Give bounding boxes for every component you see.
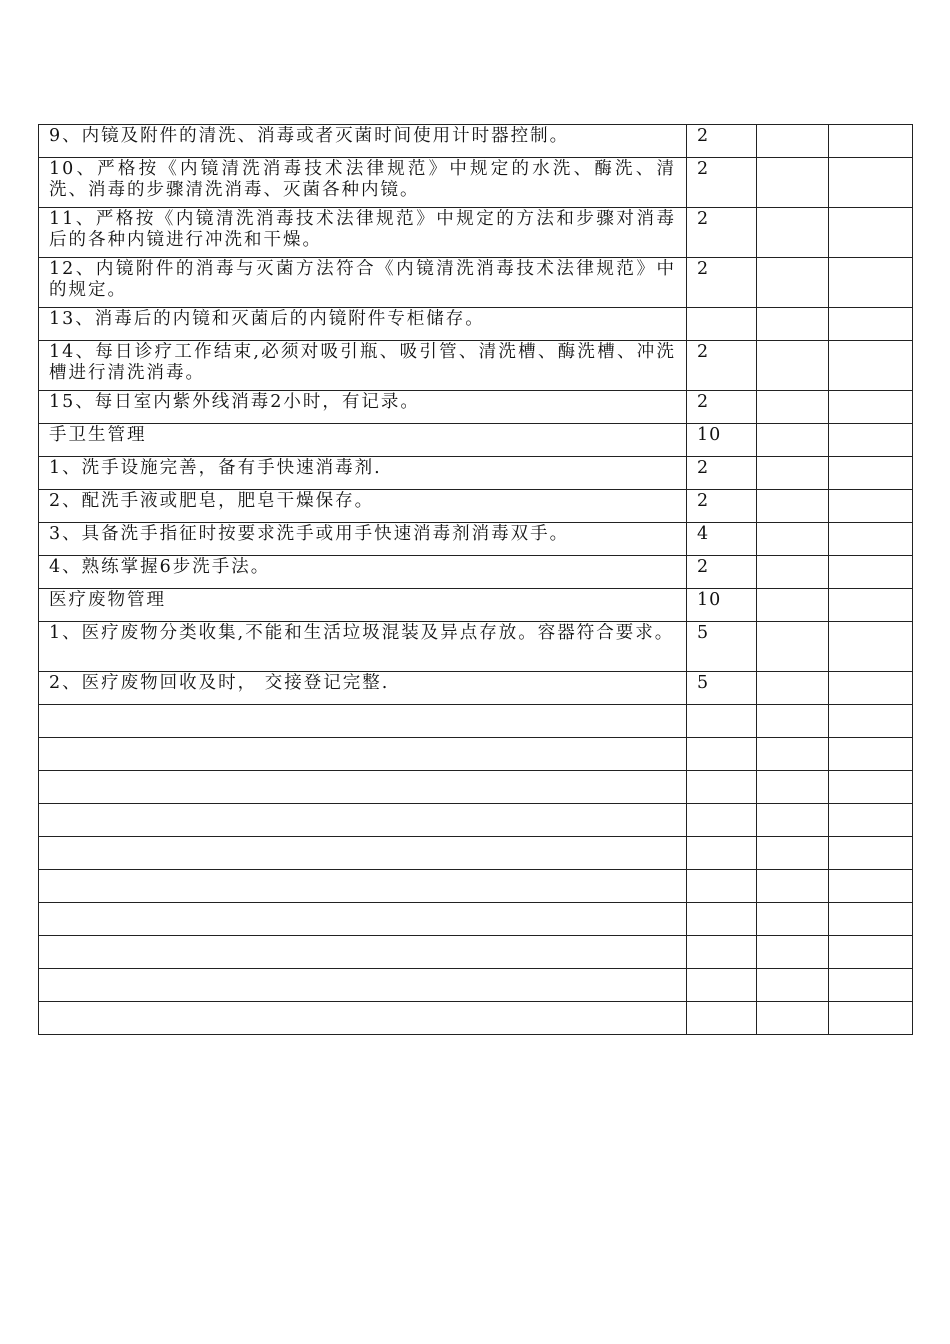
blank-cell [687, 969, 757, 1002]
item-text: 2、医疗废物回收及时， 交接登记完整. [39, 672, 687, 705]
item-text: 1、洗手设施完善，备有手快速消毒剂. [39, 457, 687, 490]
blank-cell [39, 771, 687, 804]
item-text: 11、严格按《内镜清洗消毒技术法律规范》中规定的方法和步骤对消毒后的各种内镜进行冲洗和干燥。 [39, 208, 687, 258]
blank-cell [757, 391, 829, 424]
blank-cell [757, 208, 829, 258]
blank-cell [829, 125, 913, 158]
blank-cell [757, 490, 829, 523]
empty-row [39, 738, 913, 771]
table-row [39, 125, 913, 158]
table-row [39, 523, 913, 556]
section-title: 手卫生管理 [39, 424, 687, 457]
blank-cell [829, 705, 913, 738]
blank-cell [829, 556, 913, 589]
blank-cell [829, 391, 913, 424]
blank-cell [829, 771, 913, 804]
table-row [39, 457, 913, 490]
blank-cell [757, 1002, 829, 1035]
blank-cell [757, 308, 829, 341]
blank-cell [687, 870, 757, 903]
blank-cell [757, 341, 829, 391]
blank-cell [757, 589, 829, 622]
item-text: 3、具备洗手指征时按要求洗手或用手快速消毒剂消毒双手。 [39, 523, 687, 556]
blank-cell [757, 125, 829, 158]
score-cell: 2 [687, 556, 757, 589]
table-row [39, 556, 913, 589]
table-row [39, 672, 913, 705]
item-text: 4、熟练掌握6步洗手法。 [39, 556, 687, 589]
empty-row [39, 936, 913, 969]
blank-cell [829, 969, 913, 1002]
blank-cell [39, 870, 687, 903]
blank-cell [829, 457, 913, 490]
empty-row [39, 837, 913, 870]
section-header-row [39, 589, 913, 622]
blank-cell [829, 158, 913, 208]
item-text: 13、消毒后的内镜和灭菌后的内镜附件专柜储存。 [39, 308, 687, 341]
table-row [39, 391, 913, 424]
blank-cell [687, 738, 757, 771]
inspection-table [38, 124, 913, 1035]
blank-cell [829, 308, 913, 341]
section-title: 医疗废物管理 [39, 589, 687, 622]
empty-row [39, 969, 913, 1002]
blank-cell [829, 903, 913, 936]
blank-cell [687, 705, 757, 738]
blank-cell [757, 837, 829, 870]
blank-cell [757, 622, 829, 672]
blank-cell [757, 804, 829, 837]
section-header-row [39, 424, 913, 457]
empty-row [39, 1002, 913, 1035]
blank-cell [39, 837, 687, 870]
section-score: 10 [687, 424, 757, 457]
blank-cell [39, 969, 687, 1002]
blank-cell [829, 208, 913, 258]
empty-row [39, 804, 913, 837]
blank-cell [757, 424, 829, 457]
blank-cell [687, 903, 757, 936]
blank-cell [829, 672, 913, 705]
item-text: 15、每日室内紫外线消毒2小时，有记录。 [39, 391, 687, 424]
blank-cell [39, 705, 687, 738]
score-cell: 2 [687, 341, 757, 391]
blank-cell [829, 258, 913, 308]
blank-cell [39, 1002, 687, 1035]
section-score: 10 [687, 589, 757, 622]
item-text: 10、严格按《内镜清洗消毒技术法律规范》中规定的水洗、酶洗、清洗、消毒的步骤清洗消毒、灭菌各种内镜。 [39, 158, 687, 208]
score-cell: 2 [687, 490, 757, 523]
empty-row [39, 771, 913, 804]
blank-cell [757, 556, 829, 589]
blank-cell [757, 969, 829, 1002]
blank-cell [39, 738, 687, 771]
blank-cell [687, 804, 757, 837]
table-row [39, 258, 913, 308]
table-row [39, 341, 913, 391]
table-row [39, 308, 913, 341]
score-cell: 5 [687, 622, 757, 672]
blank-cell [757, 771, 829, 804]
blank-cell [757, 870, 829, 903]
blank-cell [829, 936, 913, 969]
blank-cell [829, 738, 913, 771]
blank-cell [757, 523, 829, 556]
blank-cell [39, 804, 687, 837]
blank-cell [757, 258, 829, 308]
item-text: 9、内镜及附件的清洗、消毒或者灭菌时间使用计时器控制。 [39, 125, 687, 158]
blank-cell [829, 622, 913, 672]
empty-row [39, 705, 913, 738]
blank-cell [829, 589, 913, 622]
blank-cell [687, 1002, 757, 1035]
blank-cell [39, 936, 687, 969]
blank-cell [829, 1002, 913, 1035]
blank-cell [757, 738, 829, 771]
blank-cell [757, 672, 829, 705]
score-cell: 2 [687, 158, 757, 208]
table-row [39, 490, 913, 523]
table-row [39, 208, 913, 258]
item-text: 2、配洗手液或肥皂，肥皂干燥保存。 [39, 490, 687, 523]
blank-cell [829, 424, 913, 457]
score-cell: 5 [687, 672, 757, 705]
score-cell: 2 [687, 457, 757, 490]
item-text: 12、内镜附件的消毒与灭菌方法符合《内镜清洗消毒技术法律规范》中的规定。 [39, 258, 687, 308]
score-cell: 2 [687, 391, 757, 424]
blank-cell [829, 341, 913, 391]
blank-cell [757, 705, 829, 738]
blank-cell [687, 771, 757, 804]
item-text: 14、每日诊疗工作结束,必须对吸引瓶、吸引管、清洗槽、酶洗槽、冲洗槽进行清洗消毒。 [39, 341, 687, 391]
score-cell [687, 308, 757, 341]
table-row [39, 622, 913, 672]
blank-cell [829, 490, 913, 523]
empty-row [39, 870, 913, 903]
blank-cell [829, 523, 913, 556]
blank-cell [687, 837, 757, 870]
blank-cell [39, 903, 687, 936]
score-cell: 2 [687, 208, 757, 258]
score-cell: 4 [687, 523, 757, 556]
blank-cell [757, 903, 829, 936]
empty-row [39, 903, 913, 936]
blank-cell [757, 457, 829, 490]
blank-cell [829, 804, 913, 837]
blank-cell [829, 870, 913, 903]
blank-cell [829, 837, 913, 870]
score-cell: 2 [687, 258, 757, 308]
score-cell: 2 [687, 125, 757, 158]
blank-cell [757, 158, 829, 208]
table-row [39, 158, 913, 208]
blank-cell [757, 936, 829, 969]
item-text: 1、医疗废物分类收集,不能和生活垃圾混装及异点存放。容器符合要求。 [39, 622, 687, 672]
blank-cell [687, 936, 757, 969]
